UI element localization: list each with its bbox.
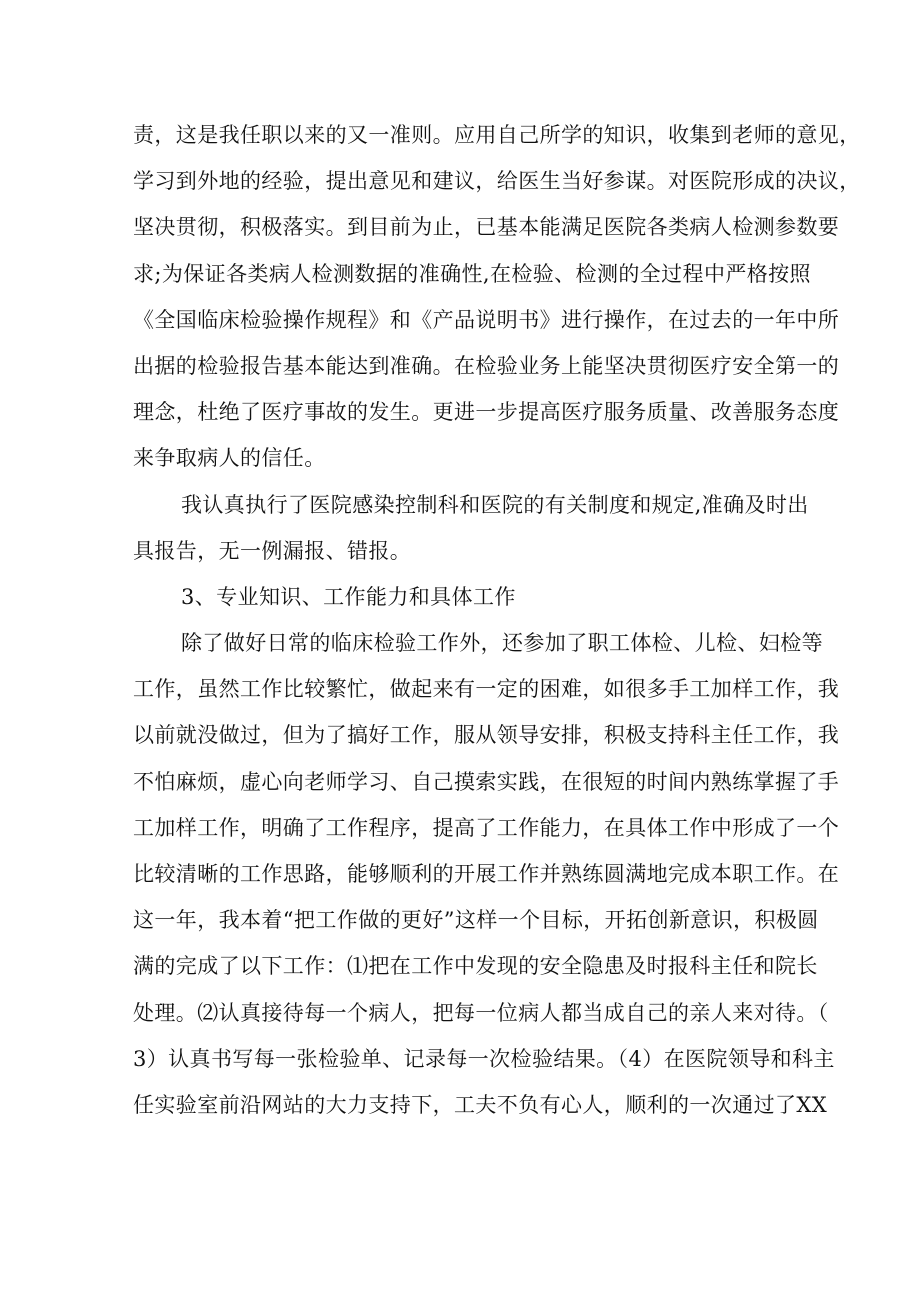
text-line: 处理。⑵认真接待每一个病人，把每一位病人都当成自己的亲人来对待。（: [133, 1000, 829, 1025]
paragraph-1: [133, 120, 861, 490]
text-line: 满的完成了以下工作：⑴把在工作中发现的安全隐患及时报科主任和院长: [133, 954, 818, 979]
text-line: 除了做好日常的临床检验工作外，还参加了职工体检、儿检、妇检等: [181, 631, 823, 656]
text-line: 责，这是我任职以来的又一准则。应用自己所学的知识，收集到老师的意见，: [133, 123, 861, 147]
text-line: 任实验室前沿网站的大力支持下，工夫不负有心人，顺利的一次通过了XX: [133, 1092, 828, 1117]
text-line: 理念，杜绝了医疗事故的发生。更进一步提高医疗服务质量、改善服务态度: [133, 400, 840, 425]
paragraph-2: [133, 490, 809, 582]
paragraph-3: [133, 628, 840, 1136]
text-line: 具报告，无一例漏报、错报。: [133, 538, 412, 563]
text-line: 坚决贯彻，积极落实。到目前为止，已基本能满足医院各类病人检测参数要: [133, 215, 840, 240]
text-line: 这一年，我本着“把工作做的更好”这样一个目标，开拓创新意识，积极圆: [133, 908, 819, 933]
text-line: 求;为保证各类病人检测数据的准确性,在检验、检测的全过程中严格按照: [133, 261, 811, 286]
text-line: 3）认真书写每一张检验单、记录每一次检验结果。（4）在医院领导和科主: [133, 1046, 835, 1071]
text-line: 来争取病人的信任。: [133, 446, 326, 471]
text-line: 我认真执行了医院感染控制科和医院的有关制度和规定,准确及时出: [181, 492, 809, 517]
text-line: 出据的检验报告基本能达到准确。在检验业务上能坚决贯彻医疗安全第一的: [133, 353, 840, 378]
text-line: 不怕麻烦，虚心向老师学习、自己摸索实践，在很短的时间内熟练掌握了手: [133, 769, 840, 794]
text-line: 学习到外地的经验，提出意见和建议，给医生当好参谋。对医院形成的决议，: [133, 169, 861, 194]
text-line: 以前就没做过，但为了搞好工作，服从领导安排，积极支持科主任工作，我: [133, 723, 840, 748]
text-line: 比较清晰的工作思路，能够顺利的开展工作并熟练圆满地完成本职工作。在: [133, 862, 840, 886]
text-line: 《全国临床检验操作规程》和《产品说明书》进行操作，在过去的一年中所: [133, 307, 840, 332]
section-heading: 3、专业知识、工作能力和具体工作: [181, 584, 516, 609]
document-body: [133, 120, 861, 1136]
text-line: 工作，虽然工作比较繁忙，做起来有一定的困难，如很多手工加样工作，我: [133, 677, 840, 702]
text-line: 工加样工作，明确了工作程序，提高了工作能力，在具体工作中形成了一个: [133, 815, 840, 840]
